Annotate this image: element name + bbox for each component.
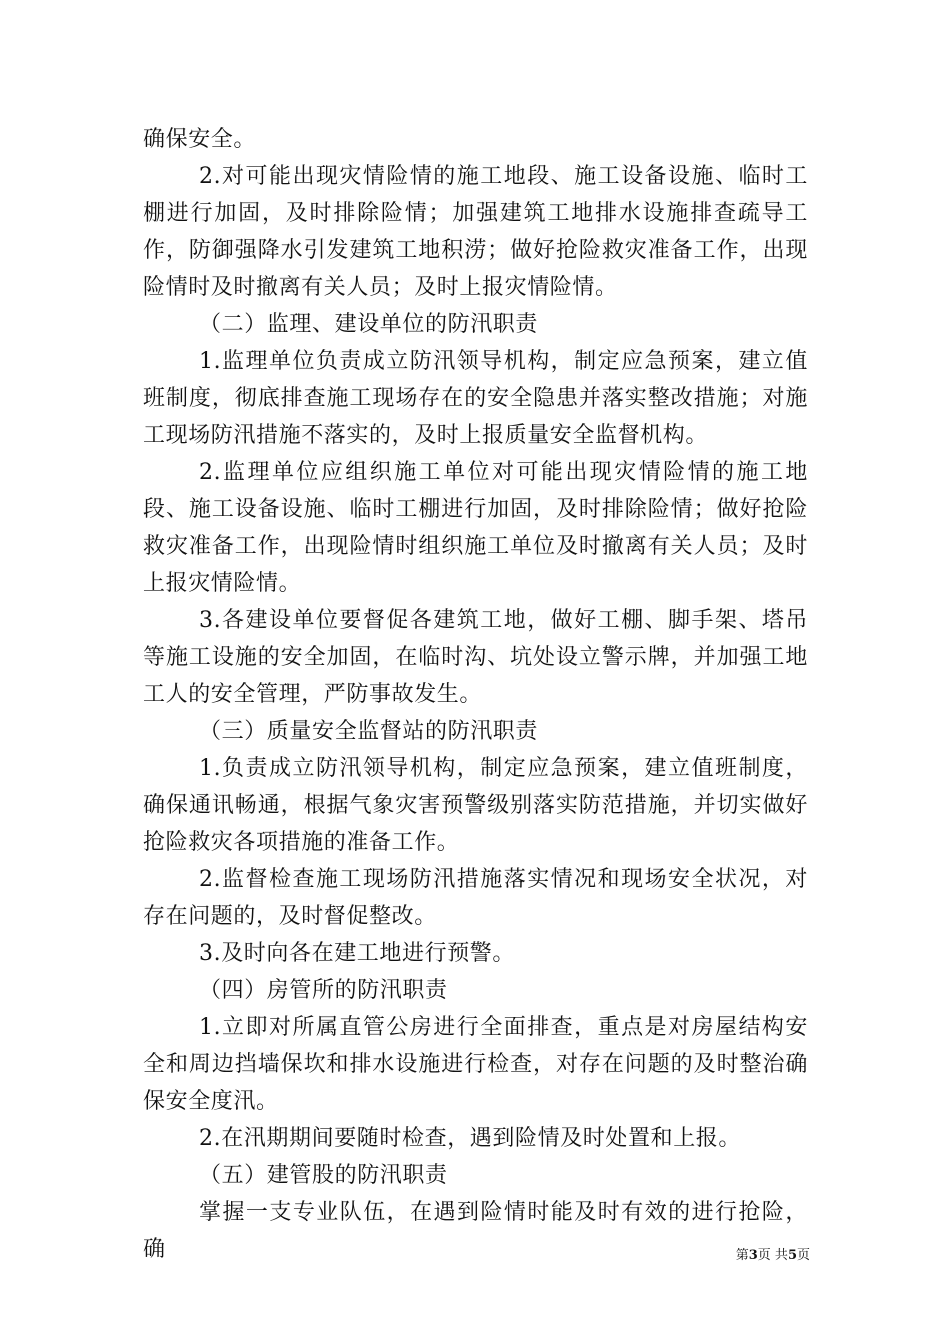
section-heading: （五）建管股的防汛职责 bbox=[199, 1163, 448, 1188]
paragraph: 掌握一支专业队伍，在遇到险情时能及时有效的进行抢险，确 bbox=[143, 1200, 808, 1262]
paragraph: 1.立即对所属直管公房进行全面排查，重点是对房屋结构安全和周边挡墙保坎和排水设施进行检查，对存在问题的及时整治确保安全度汛。 bbox=[143, 1015, 808, 1114]
footer-middle: 页 共 bbox=[757, 1248, 788, 1263]
paragraph: 确保安全。 bbox=[143, 127, 257, 152]
paragraph: 3.及时向各在建工地进行预警。 bbox=[199, 941, 515, 966]
paragraph: 2.对可能出现灾情险情的施工地段、施工设备设施、临时工棚进行加固，及时排除险情；加强建筑工地排水设施排查疏导工作，防御强降水引发建筑工地积涝；做好抢险救灾准备工作，出现险情时及时撤离有关人员；及时上报灾情险情。 bbox=[143, 164, 808, 300]
total-page-number: 5 bbox=[787, 1248, 797, 1263]
paragraph: 2.监督检查施工现场防汛措施落实情况和现场安全状况，对存在问题的，及时督促整改。 bbox=[143, 867, 808, 929]
footer-suffix: 页 bbox=[796, 1248, 810, 1263]
page-number-footer bbox=[680, 1247, 810, 1265]
paragraph: 2.在汛期期间要随时检查，遇到险情及时处置和上报。 bbox=[199, 1126, 741, 1151]
footer-prefix: 第 bbox=[735, 1248, 749, 1263]
paragraph: 3.各建设单位要督促各建筑工地，做好工棚、脚手架、塔吊等施工设施的安全加固，在临时沟、坑处设立警示牌，并加强工地工人的安全管理，严防事故发生。 bbox=[143, 608, 808, 707]
current-page-number: 3 bbox=[748, 1248, 758, 1263]
paragraph: 1.负责成立防汛领导机构，制定应急预案，建立值班制度，确保通讯畅通，根据气象灾害预警级别落实防范措施，并切实做好抢险救灾各项措施的准备工作。 bbox=[143, 756, 808, 855]
section-heading: （三）质量安全监督站的防汛职责 bbox=[199, 719, 539, 744]
section-heading: （四）房管所的防汛职责 bbox=[199, 978, 448, 1003]
paragraph: 1.监理单位负责成立防汛领导机构，制定应急预案，建立值班制度，彻底排查施工现场存在的安全隐患并落实整改措施；对施工现场防汛措施不落实的，及时上报质量安全监督机构。 bbox=[143, 349, 808, 448]
document-body bbox=[143, 121, 808, 1268]
paragraph: 2.监理单位应组织施工单位对可能出现灾情险情的施工地段、施工设备设施、临时工棚进行加固，及时排除险情；做好抢险救灾准备工作，出现险情时组织施工单位及时撤离有关人员；及时上报灾情险情。 bbox=[143, 460, 808, 596]
section-heading: （二）监理、建设单位的防汛职责 bbox=[199, 312, 539, 337]
